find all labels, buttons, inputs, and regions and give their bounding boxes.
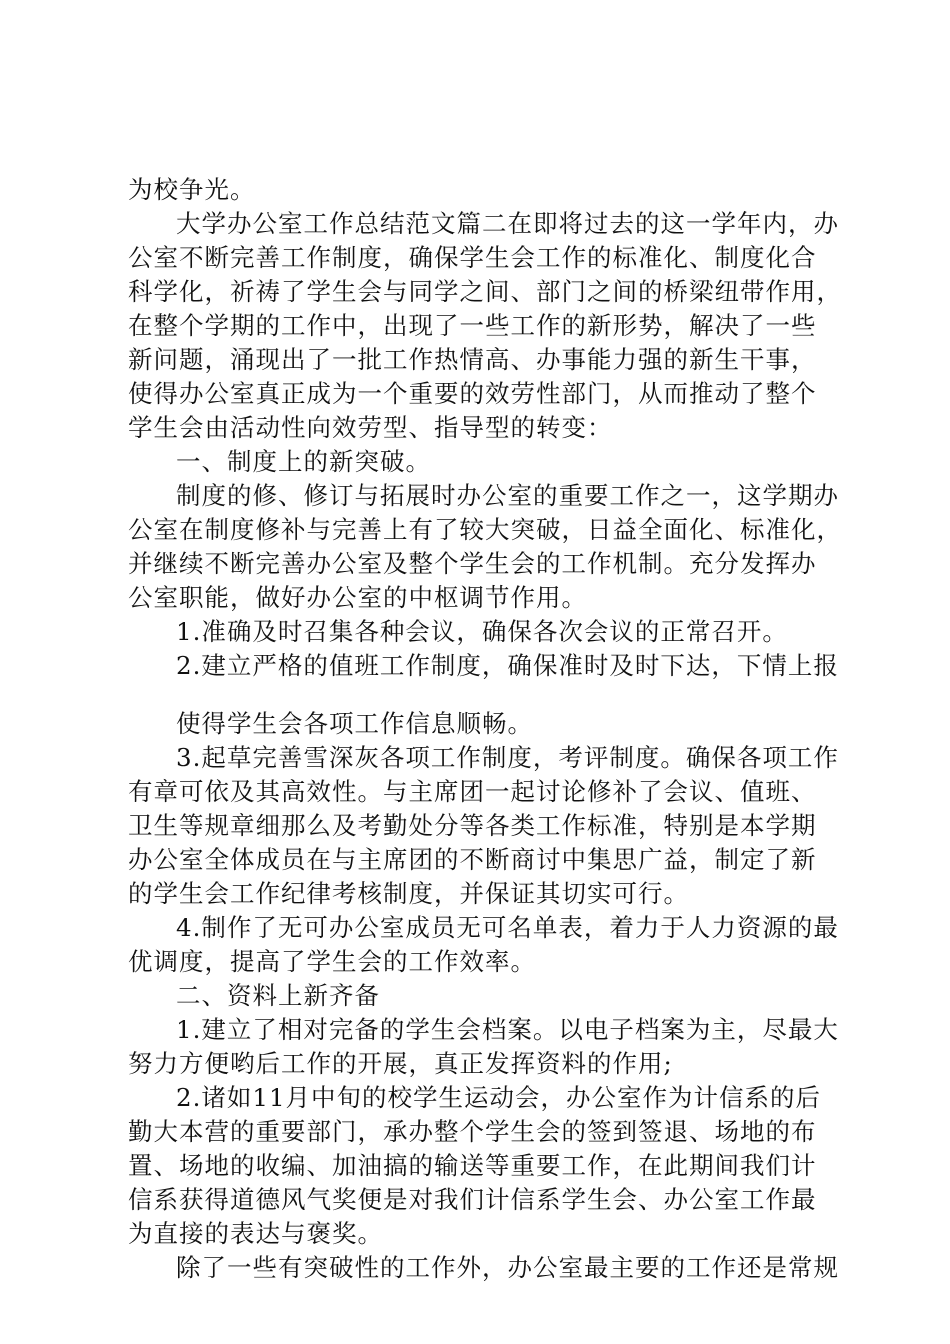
list-item: 1.准确及时召集各种会议，确保各次会议的正常召开。 xyxy=(176,617,788,646)
section-heading: 二、资料上新齐备 xyxy=(176,981,380,1010)
text-line: 努力方便哟后工作的开展，真正发挥资料的作用; xyxy=(128,1049,673,1078)
list-item: 2.建立严格的值班工作制度，确保准时及时下达，下情上报 xyxy=(176,651,839,680)
text-line: 科学化，祈祷了学生会与同学之间、部门之间的桥梁纽带作用， xyxy=(128,277,842,306)
text-line: 卫生等规章细那么及考勤处分等各类工作标准，特别是本学期 xyxy=(128,811,817,840)
text-line: 为直接的表达与褒奖。 xyxy=(128,1219,383,1248)
list-item: 1.建立了相对完备的学生会档案。以电子档案为主，尽最大 xyxy=(176,1015,839,1044)
text-line: 使得学生会各项工作信息顺畅。 xyxy=(176,709,533,738)
text-line: 的学生会工作纪律考核制度，并保证其切实可行。 xyxy=(128,879,689,908)
text-line: 在整个学期的工作中，出现了一些工作的新形势，解决了一些 xyxy=(128,311,817,340)
text-line: 大学办公室工作总结范文篇二在即将过去的这一学年内，办 xyxy=(176,209,839,238)
text-line: 除了一些有突破性的工作外，办公室最主要的工作还是常规 xyxy=(176,1253,839,1282)
text-line: 学生会由活动性向效劳型、指导型的转变： xyxy=(128,413,613,442)
text-line: 公室不断完善工作制度，确保学生会工作的标准化、制度化合 xyxy=(128,243,817,272)
list-item: 3.起草完善雪深灰各项工作制度，考评制度。确保各项工作 xyxy=(176,743,839,772)
list-item: 2.诸如11月中旬的校学生运动会，办公室作为计信系的后 xyxy=(176,1083,822,1112)
text-line: 并继续不断完善办公室及整个学生会的工作机制。充分发挥办 xyxy=(128,549,817,578)
section-heading: 一、制度上的新突破。 xyxy=(176,447,431,476)
text-line: 优调度，提高了学生会的工作效率。 xyxy=(128,947,536,976)
list-item: 4.制作了无可办公室成员无可名单表，着力于人力资源的最 xyxy=(176,913,839,942)
text-line: 新问题，涌现出了一批工作热情高、办事能力强的新生干事， xyxy=(128,345,817,374)
text-line: 制度的修、修订与拓展时办公室的重要工作之一，这学期办 xyxy=(176,481,839,510)
text-line: 办公室全体成员在与主席团的不断商讨中集思广益，制定了新 xyxy=(128,845,817,874)
text-line: 信系获得道德风气奖便是对我们计信系学生会、办公室工作最 xyxy=(128,1185,817,1214)
text-line: 有章可依及其高效性。与主席团一起讨论修补了会议、值班、 xyxy=(128,777,817,806)
text-line: 使得办公室真正成为一个重要的效劳性部门，从而推动了整个 xyxy=(128,379,817,408)
text-line: 勤大本营的重要部门，承办整个学生会的签到签退、场地的布 xyxy=(128,1117,817,1146)
text-line: 为校争光。 xyxy=(128,175,256,204)
text-line: 置、场地的收编、加油搞的输送等重要工作，在此期间我们计 xyxy=(128,1151,817,1180)
text-line: 公室职能，做好办公室的中枢调节作用。 xyxy=(128,583,587,612)
text-line: 公室在制度修补与完善上有了较大突破，日益全面化、标准化， xyxy=(128,515,842,544)
